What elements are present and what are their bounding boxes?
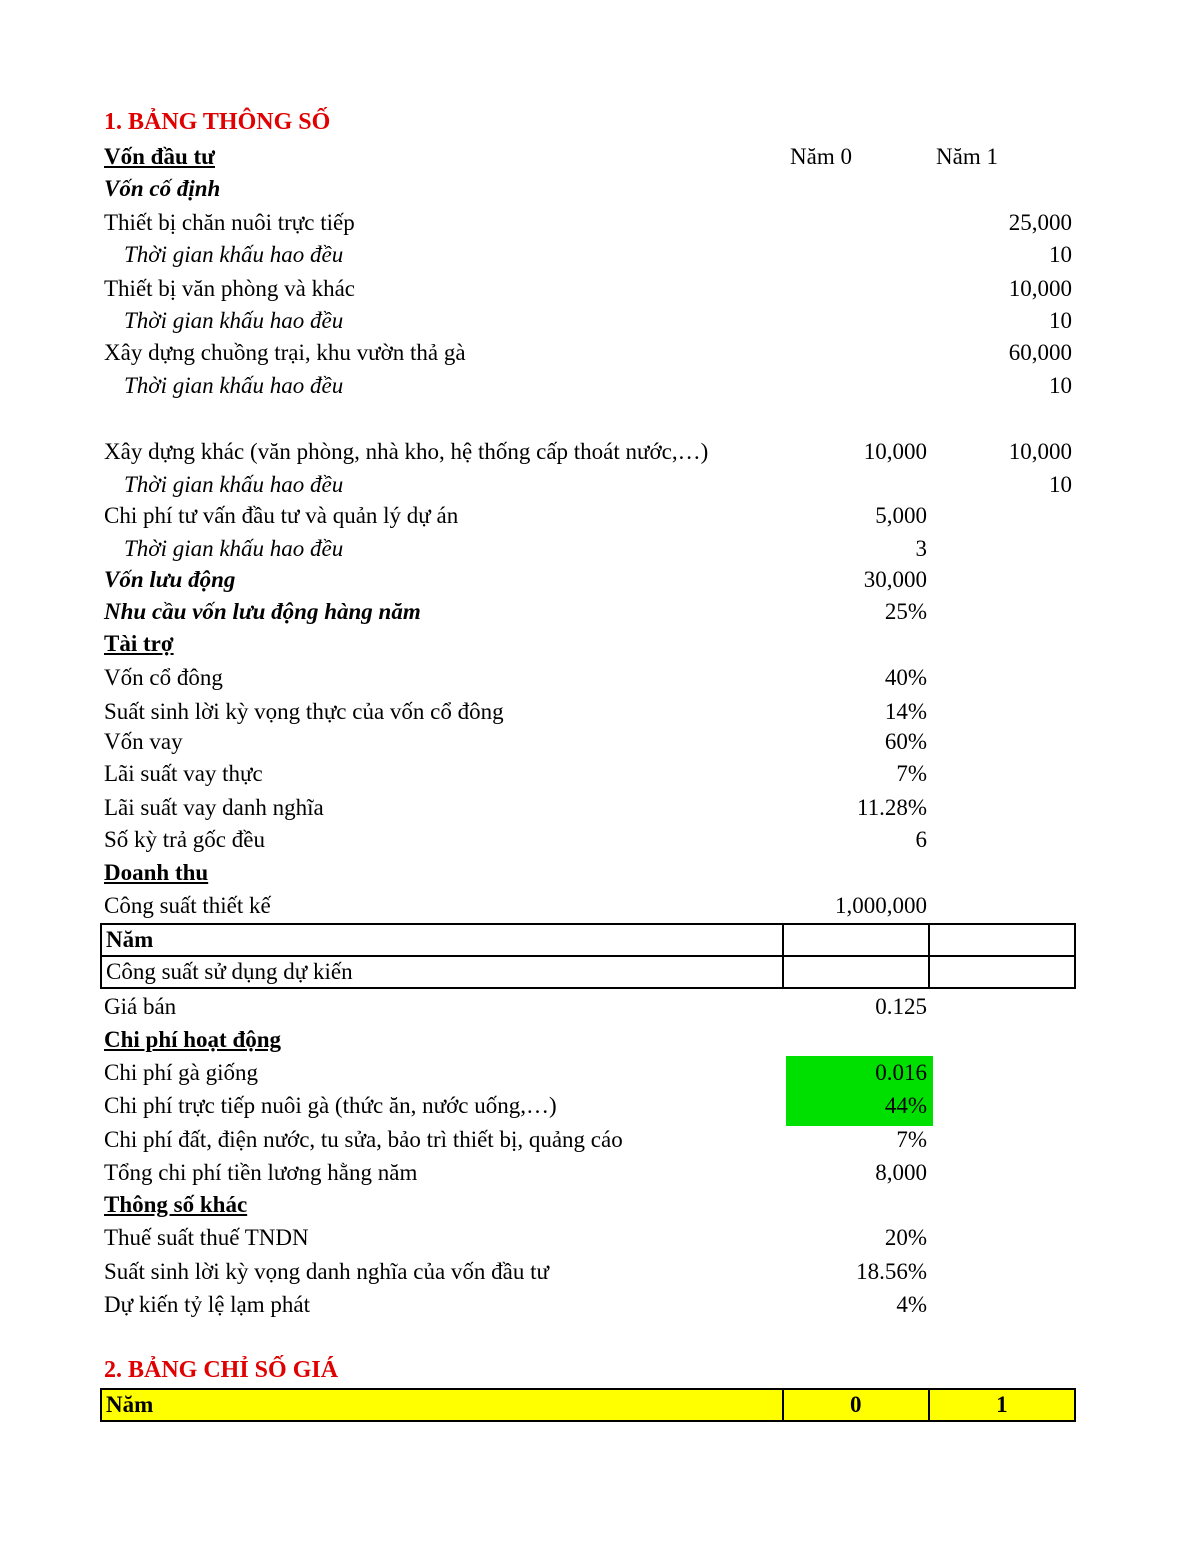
row-depreciation (104, 305, 1076, 337)
row-value-year1: 10 (1049, 472, 1072, 497)
section-title-price-index: 2. BẢNG CHỈ SỐ GIÁ (104, 1357, 339, 1383)
row-value-year1: 10,000 (1008, 276, 1072, 301)
row-value-year0: 7% (896, 1127, 927, 1152)
row-consulting-cost (104, 500, 1076, 532)
table-cell (783, 956, 929, 988)
table-cell-year0: 0 (783, 1389, 929, 1421)
row-value-year0: 0.125 (875, 994, 927, 1019)
header-col-year1: Năm 1 (936, 144, 998, 169)
row-value-year0: 40% (884, 665, 927, 690)
row-label: Thời gian khấu hao đều (124, 536, 344, 561)
row-label: Doanh thu (104, 860, 209, 885)
row-label: Giá bán (104, 994, 177, 1019)
row-label: Chi phí hoạt động (104, 1027, 282, 1052)
row-value-year0: 60% (884, 729, 927, 754)
row-label: Vốn vay (104, 729, 183, 754)
row-label: Công suất thiết kế (104, 893, 271, 918)
row-label: Thời gian khấu hao đều (124, 308, 344, 333)
price-index-table (100, 1388, 1076, 1422)
row-other-construction (104, 436, 1076, 468)
row-real-interest (104, 758, 1076, 790)
row-label: Chi phí trực tiếp nuôi gà (thức ăn, nước uống,…) (104, 1093, 557, 1118)
row-label: Nhu cầu vốn lưu động hàng năm (104, 599, 421, 624)
row-other-params-heading (104, 1189, 1076, 1221)
row-land-utilities-cost (104, 1124, 1076, 1156)
row-label: Thuế suất thuế TNDN (104, 1225, 309, 1250)
row-value-year1: 25,000 (1008, 210, 1072, 235)
row-value-year0: 20% (884, 1225, 927, 1250)
table-row (101, 956, 1075, 988)
capacity-table (100, 923, 1076, 989)
row-chick-cost (104, 1057, 1076, 1089)
row-repayment-periods (104, 824, 1076, 856)
row-value-year0: 5,000 (875, 503, 927, 528)
row-salary-cost (104, 1157, 1076, 1189)
row-depreciation (104, 370, 1076, 402)
row-value-year0: 6 (915, 827, 927, 852)
row-value-year0: 4% (896, 1292, 927, 1317)
row-label: Dự kiến tỷ lệ lạm phát (104, 1292, 311, 1317)
row-design-capacity (104, 890, 1076, 922)
header-col-year0: Năm 0 (790, 144, 852, 169)
row-nominal-interest (104, 792, 1076, 824)
row-label: Thiết bị chăn nuôi trực tiếp (104, 210, 355, 235)
row-label: Tổng chi phí tiền lương hằng năm (104, 1160, 418, 1185)
row-label: Thiết bị văn phòng và khác (104, 276, 356, 301)
row-value-year0: 18.56% (856, 1259, 927, 1284)
row-direct-feeding-cost (104, 1090, 1076, 1122)
row-fixed-capital (104, 173, 1076, 205)
row-value-year0: 11.28% (856, 795, 927, 820)
table-cell (929, 924, 1075, 956)
row-equity (104, 662, 1076, 694)
row-depreciation (104, 533, 1076, 565)
row-tax-rate (104, 1222, 1076, 1254)
row-label: Vốn lưu động (104, 567, 236, 592)
row-value-year0: 3 (915, 536, 927, 561)
row-financing-heading (104, 628, 1076, 660)
row-nominal-return (104, 1256, 1076, 1288)
table-cell-year1: 1 (929, 1389, 1075, 1421)
row-label: Thời gian khấu hao đều (124, 242, 344, 267)
table-cell (783, 924, 929, 956)
row-label: Lãi suất vay danh nghĩa (104, 795, 324, 820)
row-depreciation (104, 469, 1076, 501)
row-inflation (104, 1289, 1076, 1321)
row-value-year0: 7% (896, 761, 927, 786)
row-value-year1: 10 (1049, 373, 1072, 398)
row-label: Chi phí tư vấn đầu tư và quản lý dự án (104, 503, 459, 528)
table-cell (929, 956, 1075, 988)
row-value-year0: 1,000,000 (835, 893, 927, 918)
table-cell-year-label: Năm (101, 924, 783, 956)
row-label: Thời gian khấu hao đều (124, 472, 344, 497)
row-selling-price (104, 991, 1076, 1023)
row-label: Tài trợ (104, 631, 174, 656)
row-label: Chi phí đất, điện nước, tu sửa, bảo trì thiết bị, quảng cáo (104, 1127, 623, 1152)
row-label: Vốn cổ đông (104, 665, 223, 690)
row-label: Suất sinh lời kỳ vọng thực của vốn cổ đông (104, 699, 504, 724)
row-barn-construction (104, 337, 1076, 369)
row-revenue-heading (104, 857, 1076, 889)
table-cell-year-label: Năm (101, 1389, 783, 1421)
row-value-year0: 44% (884, 1093, 927, 1118)
row-value-year0: 14% (884, 699, 927, 724)
row-breeding-equipment (104, 207, 1076, 239)
table-row (101, 924, 1075, 956)
row-value-year0: 8,000 (875, 1160, 927, 1185)
row-value-year1: 10,000 (1008, 439, 1072, 464)
row-equity-real-return (104, 696, 1076, 728)
row-loan (104, 726, 1076, 758)
row-label: Chi phí gà giống (104, 1060, 258, 1085)
table-row (101, 1389, 1075, 1421)
row-operating-cost-heading (104, 1024, 1076, 1056)
row-label: Thông số khác (104, 1192, 248, 1217)
row-value-year1: 60,000 (1008, 340, 1072, 365)
row-label: Xây dựng khác (văn phòng, nhà kho, hệ thống cấp thoát nước,…) (104, 439, 709, 464)
row-label: Suất sinh lời kỳ vọng danh nghĩa của vốn đầu tư (104, 1259, 549, 1284)
row-value-year1: 10 (1049, 308, 1072, 333)
row-value-year1: 10 (1049, 242, 1072, 267)
row-label: Xây dựng chuồng trại, khu vườn thả gà (104, 340, 466, 365)
header-row (104, 141, 1076, 173)
row-label: Thời gian khấu hao đều (124, 373, 344, 398)
row-label: Vốn cố định (104, 176, 221, 201)
row-value-year0: 0.016 (875, 1060, 927, 1085)
table-cell-capacity-label: Công suất sử dụng dự kiến (101, 956, 783, 988)
row-working-capital (104, 564, 1076, 596)
header-label: Vốn đầu tư (104, 144, 215, 169)
row-depreciation (104, 239, 1076, 271)
row-office-equipment (104, 273, 1076, 305)
row-value-year0: 10,000 (863, 439, 927, 464)
section-title-parameters: 1. BẢNG THÔNG SỐ (104, 109, 331, 135)
row-value-year0: 25% (884, 599, 927, 624)
row-label: Số kỳ trả gốc đều (104, 827, 265, 852)
row-working-capital-need (104, 596, 1076, 628)
row-value-year0: 30,000 (863, 567, 927, 592)
row-label: Lãi suất vay thực (104, 761, 263, 786)
